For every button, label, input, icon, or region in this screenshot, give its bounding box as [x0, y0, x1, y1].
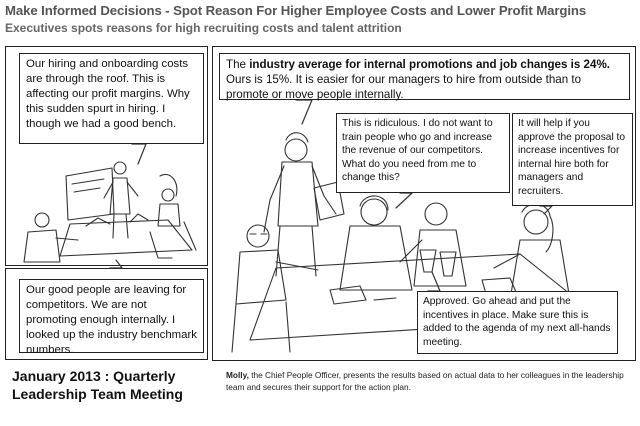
- industry-average-bold: industry average for internal promotions and job changes is 24%.: [249, 58, 610, 71]
- speech-bubble-hiring-costs: Our hiring and onboarding costs are through the roof. This is affecting our profit margins. Why this sudden spurt in hiring. I though we had a good bench.: [19, 53, 204, 144]
- speech-bubble-approved: Approved. Go ahead and put the incentives in place. Make sure this is added to the agenda of my next all-hands meeting.: [417, 291, 618, 354]
- caption: [226, 369, 632, 393]
- industry-lead-text: The: [226, 58, 250, 71]
- speech-bubble-industry-average: [219, 53, 630, 100]
- caption-text: the Chief People Officer, presents the results based on actual data to her colleagues in the leadership team and secures their support for the action plan.: [226, 370, 624, 392]
- speech-bubble-people-leaving: Our good people are leaving for competitors. We are not promoting enough internally. I looked up the industry benchmark numbers.: [19, 279, 204, 353]
- speech-bubble-ridiculous: This is ridiculous. I do not want to train people who go and increase the revenue of our competitors. What do you need from me to change this?: [336, 113, 510, 193]
- comic-subtitle: Executives spots reasons for high recruiting costs and talent attrition: [5, 21, 402, 35]
- industry-rest-text: Ours is 15%. It is easier for our managers to hire from outside than to promote or move people internally.: [226, 73, 582, 101]
- meeting-label: January 2013 : Quarterly Leadership Team Meeting: [12, 368, 183, 402]
- speech-bubble-incentive-proposal: It will help if you approve the proposal to increase incentives for internal hire both for managers and recruiters.: [512, 113, 633, 206]
- comic-title: Make Informed Decisions - Spot Reason For Higher Employee Costs and Lower Profit Margins: [5, 3, 587, 18]
- caption-name: Molly,: [226, 370, 249, 380]
